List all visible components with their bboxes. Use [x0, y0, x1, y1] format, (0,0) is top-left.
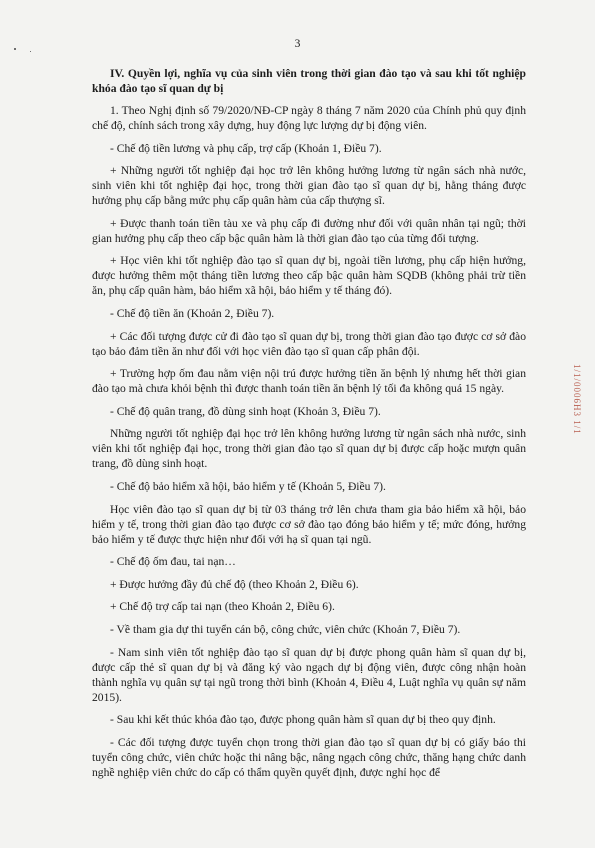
- paragraph: - Sau khi kết thúc khóa đào tạo, được phong quân hàm sĩ quan dự bị theo quy định.: [110, 713, 496, 727]
- paragraph: + Các đối tượng được cử đi đào tạo sĩ quan dự bị, trong thời gian đào tạo được cơ sở đào tạo bảo đảm tiền ăn như đối với học viên đào tạo sĩ quan cấp phân đội.: [92, 329, 526, 358]
- paragraph: - Chế độ tiền lương và phụ cấp, trợ cấp (Khoản 1, Điều 7).: [110, 141, 382, 155]
- paragraph: - Nam sinh viên tốt nghiệp đào tạo sĩ quan dự bị được phong quân hàm sĩ quan dự bị, được cấp thẻ sĩ quan dự bị và đăng ký vào ngạch dự bị động viên, được công nhận hoàn thành nghĩa vụ quân sự tại ngũ trong thời bình (Khoản 4, Điều 4, Luật nghĩa vụ quân sự năm 2015).: [92, 645, 526, 704]
- paragraph: + Những người tốt nghiệp đại học trở lên không hưởng lương từ ngân sách nhà nước, sinh viên khi tốt nghiệp đại học, trong thời gian đào tạo sĩ quan dự bị, hằng tháng được hưởng phụ cấp bằng mức phụ cấp quân hàm của cấp thượng sĩ.: [92, 164, 526, 208]
- section-heading: IV. Quyền lợi, nghĩa vụ của sinh viên trong thời gian đào tạo và sau khi tốt nghiệp khóa đào tạo sĩ quan dự bị: [92, 67, 526, 95]
- paragraph: + Được hưởng đầy đủ chế độ (theo Khoản 2, Điều 6).: [110, 577, 359, 591]
- paragraph: Những người tốt nghiệp đại học trở lên không hưởng lương từ ngân sách nhà nước, sinh viên khi tốt nghiệp đại học, trong thời gian đào tạo sĩ quan dự bị được cấp hoặc mượn quân trang, đồ dùng sinh hoạt.: [92, 427, 526, 471]
- paragraph: - Về tham gia dự thi tuyển cán bộ, công chức, viên chức (Khoản 7, Điều 7).: [110, 622, 461, 636]
- paragraph: + Được thanh toán tiền tàu xe và phụ cấp đi đường như đối với quân nhân tại ngũ; thời gian hưởng phụ cấp theo cấp bậc quân hàm là thời gian đào tạo của từng đối tượng.: [92, 216, 526, 245]
- document-body: [92, 66, 526, 787]
- paragraph: - Chế độ ốm đau, tai nạn…: [110, 555, 236, 569]
- paragraph: Học viên đào tạo sĩ quan dự bị từ 03 tháng trở lên chưa tham gia bảo hiểm xã hội, bảo hiểm y tế, trong thời gian đào tạo được cơ sở đào tạo đóng bảo hiểm y tế; mức đóng, hưởng bảo hiểm y tế được thực hiện như đối với hạ sĩ quan tại ngũ.: [92, 502, 526, 546]
- page-number: 3: [294, 38, 301, 50]
- margin-stamp-text: 1/1/0006H3 1/1: [572, 364, 582, 435]
- paragraph: - Chế độ tiền ăn (Khoản 2, Điều 7).: [110, 306, 275, 320]
- paragraph: 1. Theo Nghị định số 79/2020/NĐ-CP ngày 8 tháng 7 năm 2020 của Chính phủ quy định chế độ, chính sách trong xây dựng, huy động lực lượng dự bị động viên.: [92, 104, 526, 132]
- margin-stamp: [562, 364, 590, 474]
- paragraph: - Chế độ quân trang, đồ dùng sinh hoạt (Khoản 3, Điều 7).: [110, 404, 381, 418]
- paragraph: + Học viên khi tốt nghiệp đào tạo sĩ quan dự bị, ngoài tiền lương, phụ cấp hiện hưởng, được hưởng thêm một tháng tiền lương theo cấp bậc quân hàm SQDB (không phải trừ tiền ăn, phụ cấp quân hàm, bảo hiểm xã hội, bảo hiểm y tế tháng đó).: [92, 254, 526, 298]
- paragraph: - Các đối tượng được tuyển chọn trong thời gian đào tạo sĩ quan dự bị có giấy báo thi tuyển công chức, viên chức hoặc thi nâng bậc, nâng ngạch công chức, thăng hạng chức danh nghề nghiệp viên chức do cấp có thẩm quyền quyết định, được nghỉ học để: [92, 735, 526, 779]
- paragraph: - Chế độ bảo hiểm xã hội, bảo hiểm y tế (Khoản 5, Điều 7).: [110, 479, 386, 493]
- scan-speck: [30, 51, 31, 52]
- paragraph: + Chế độ trợ cấp tai nạn (theo Khoản 2, Điều 6).: [110, 600, 335, 614]
- paragraph: + Trường hợp ốm đau nằm viện nội trú được hưởng tiền ăn bệnh lý nhưng hết thời gian đào tạo mà chưa khỏi bệnh thì được thanh toán tiền ăn bệnh lý tối đa không quá 15 ngày.: [92, 367, 526, 396]
